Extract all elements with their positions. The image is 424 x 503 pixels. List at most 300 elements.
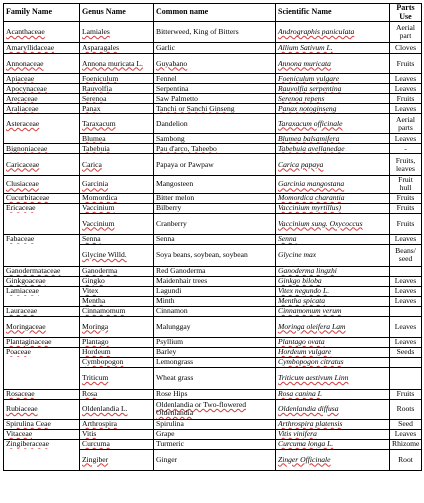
scientific-name-text: Zinger Officinale [278, 454, 331, 464]
scientific-name-text: Moringa oleifera Lam [278, 321, 346, 331]
parts-used-text: Root [398, 454, 413, 464]
parts-used-cell [390, 134, 422, 144]
scientific-name-text: Tabebuia avellanedae [278, 143, 345, 153]
genus-text: Zingiber [82, 454, 109, 464]
genus-cell [80, 43, 154, 54]
common-name-text: Psyllium [156, 337, 184, 347]
genus-text: Taraxacum [82, 118, 116, 128]
table-row [4, 43, 422, 54]
parts-used-cell [390, 337, 422, 347]
genus-text: Senna [82, 234, 101, 244]
common-name-cell [154, 134, 276, 144]
genus-cell [80, 276, 154, 286]
scientific-name-cell [276, 439, 390, 449]
scientific-name-text: Momordica charantia [278, 193, 345, 203]
genus-cell [80, 389, 154, 399]
family-text: Ericaceae [6, 203, 36, 213]
table-row [4, 419, 422, 429]
scientific-name-cell [276, 134, 390, 144]
table-row [4, 94, 422, 104]
common-name-text: Fennel [156, 73, 177, 83]
table-row [4, 144, 422, 154]
common-name-text: Barley [156, 347, 177, 357]
genus-text: Moringa [82, 321, 109, 331]
parts-used-cell [390, 244, 422, 266]
family-cell [4, 306, 80, 316]
scientific-name-text: Allium Sativum L. [278, 43, 333, 53]
genus-cell [80, 419, 154, 429]
family-text: Plantaginaceae [6, 337, 52, 347]
scientific-name-cell [276, 347, 390, 357]
family-text: Apocynaceae [6, 83, 47, 93]
parts-used-text: Leaves [394, 286, 417, 296]
genus-cell [80, 213, 154, 234]
genus-text: Vaccinium [82, 218, 115, 228]
genus-cell [80, 429, 154, 439]
parts-used-cell [390, 54, 422, 74]
common-name-text: Rose Hips [156, 389, 188, 399]
common-name-text: Oldenlandia or Two-flowered Oldenlandia [156, 399, 247, 418]
scientific-name-cell [276, 419, 390, 429]
common-name-text: Sambong [156, 133, 185, 143]
common-name-cell [154, 429, 276, 439]
common-name-cell [154, 449, 276, 470]
parts-used-cell [390, 144, 422, 154]
genus-text: Asparagales [82, 43, 120, 53]
parts-used-cell [390, 306, 422, 316]
family-text: Asteraceae [6, 118, 40, 128]
scientific-name-text: Annona muricata [278, 58, 331, 68]
genus-cell [80, 439, 154, 449]
genus-cell [80, 399, 154, 419]
family-cell [4, 439, 80, 449]
header-parts: Parts Use [390, 4, 422, 22]
scientific-name-text: Rosa canina L [278, 389, 322, 399]
genus-cell [80, 266, 154, 276]
family-cell [4, 104, 80, 114]
family-cell [4, 234, 80, 244]
genus-cell [80, 114, 154, 134]
common-name-text: Cranberry [156, 218, 187, 228]
family-cell [4, 337, 80, 347]
genus-text: Gingko [82, 276, 105, 286]
family-text: Ganodermataceae [6, 266, 61, 276]
table-row [4, 244, 422, 266]
scientific-name-text: Senna [278, 234, 297, 244]
common-name-text: Guyabano [156, 58, 188, 68]
genus-text: Oldenlandia L. [82, 404, 128, 414]
parts-used-text: Leaves [394, 429, 417, 439]
parts-used-cell [390, 22, 422, 43]
parts-used-cell [390, 104, 422, 114]
table-row [4, 316, 422, 337]
family-cell [4, 94, 80, 104]
family-text: Araliaceae [6, 103, 39, 113]
table-row [4, 439, 422, 449]
family-cell [4, 193, 80, 203]
table-row [4, 357, 422, 367]
common-name-cell [154, 367, 276, 389]
parts-used-text: Rhizome [392, 439, 420, 449]
family-cell [4, 367, 80, 389]
scientific-name-cell [276, 203, 390, 213]
common-name-cell [154, 193, 276, 203]
table-row [4, 337, 422, 347]
parts-used-cell [390, 193, 422, 203]
scientific-name-text: Ginkgo biloba [278, 276, 322, 286]
genus-cell [80, 337, 154, 347]
scientific-name-text: Foeniculum vulgare [278, 73, 340, 83]
scientific-name-cell [276, 54, 390, 74]
family-cell [4, 244, 80, 266]
scientific-name-text: Andrographis paniculata [278, 27, 355, 37]
family-text: Apiaceae [6, 73, 35, 83]
parts-used-cell [390, 84, 422, 94]
parts-used-text: Leaves [394, 321, 417, 331]
common-name-text: Wheat grass [156, 373, 194, 383]
header-common: Common name [154, 4, 276, 22]
scientific-name-cell [276, 114, 390, 134]
common-name-cell [154, 337, 276, 347]
genus-text: Cinnamomum [82, 306, 126, 316]
scientific-name-cell [276, 399, 390, 419]
scientific-name-text: Panax notoginseng [278, 103, 337, 113]
common-name-cell [154, 176, 276, 193]
family-cell [4, 43, 80, 54]
genus-text: Vitis [82, 429, 97, 439]
common-name-text: Lagundi [156, 286, 182, 296]
genus-text: Rauvolfia [82, 83, 112, 93]
scientific-name-cell [276, 429, 390, 439]
table-row [4, 74, 422, 84]
table-row [4, 213, 422, 234]
parts-used-text: Roots [396, 404, 415, 414]
table-row [4, 389, 422, 399]
genus-text: Arthrospira [82, 419, 118, 429]
parts-used-text: Leaves [394, 83, 417, 93]
parts-used-cell [390, 266, 422, 276]
table-row [4, 276, 422, 286]
family-cell [4, 449, 80, 470]
genus-cell [80, 296, 154, 306]
family-cell [4, 213, 80, 234]
common-name-text: Bilberry [156, 203, 182, 213]
parts-used-text: Leaves [394, 337, 417, 347]
parts-used-cell [390, 316, 422, 337]
scientific-name-cell [276, 154, 390, 176]
scientific-name-text: Cymbopogon citratus [278, 357, 344, 367]
scientific-name-cell [276, 389, 390, 399]
table-row [4, 367, 422, 389]
common-name-cell [154, 84, 276, 94]
scientific-name-cell [276, 296, 390, 306]
common-name-text: Red Ganoderma [156, 266, 206, 276]
table-row [4, 176, 422, 193]
parts-used-cell [390, 389, 422, 399]
common-name-cell [154, 296, 276, 306]
parts-used-text: Fruits [396, 203, 415, 213]
parts-used-cell [390, 399, 422, 419]
genus-text: Garcinia [82, 179, 109, 189]
table-body [4, 22, 422, 470]
genus-cell [80, 74, 154, 84]
parts-used-text: Fruits [396, 93, 415, 103]
family-cell [4, 429, 80, 439]
family-text: Zingiberaceae [6, 439, 50, 449]
table-row [4, 84, 422, 94]
family-text: Amaryllidaceae [6, 43, 55, 53]
family-text: Lamiaceae [6, 286, 39, 296]
genus-text: Carica [82, 159, 102, 169]
scientific-name-text: Cinnamomum verum [278, 306, 342, 316]
parts-used-cell [390, 419, 422, 429]
common-name-text: Turmeric [156, 439, 184, 449]
family-cell [4, 22, 80, 43]
parts-used-text: Aerial part [396, 23, 415, 41]
genus-text: Curcuma [82, 439, 110, 449]
scientific-name-cell [276, 144, 390, 154]
common-name-cell [154, 74, 276, 84]
parts-used-text: Fruits [396, 58, 415, 68]
genus-cell [80, 203, 154, 213]
family-text: Spirulina Ceae [6, 419, 51, 429]
common-name-cell [154, 357, 276, 367]
scientific-name-cell [276, 306, 390, 316]
parts-used-cell [390, 357, 422, 367]
family-cell [4, 419, 80, 429]
scientific-name-text: Taraxacum officinale [278, 118, 343, 128]
table-row [4, 306, 422, 316]
family-text: Annonaceae [6, 58, 44, 68]
parts-used-text: Leaves [394, 234, 417, 244]
genus-text: Cymbopogon [82, 357, 124, 367]
scientific-name-cell [276, 367, 390, 389]
common-name-text: Grape [156, 429, 175, 439]
scientific-name-text: Hordeum vulgare [278, 347, 332, 357]
genus-cell [80, 104, 154, 114]
table-row [4, 134, 422, 144]
parts-used-cell [390, 114, 422, 134]
family-cell [4, 74, 80, 84]
scientific-name-cell [276, 74, 390, 84]
family-cell [4, 203, 80, 213]
parts-used-text: Cloves [394, 43, 417, 53]
table-row [4, 286, 422, 296]
family-cell [4, 144, 80, 154]
table-row [4, 449, 422, 470]
genus-cell [80, 134, 154, 144]
common-name-text: Lemongrass [156, 357, 194, 367]
scientific-name-cell [276, 357, 390, 367]
common-name-text: Bitter melon [156, 193, 195, 203]
parts-used-text: - [404, 143, 407, 153]
common-name-cell [154, 419, 276, 429]
family-cell [4, 114, 80, 134]
genus-text: Mentha [82, 296, 106, 306]
table-row [4, 203, 422, 213]
common-name-cell [154, 439, 276, 449]
table-row [4, 429, 422, 439]
table-row [4, 104, 422, 114]
parts-used-text: Fruits [396, 193, 415, 203]
family-cell [4, 266, 80, 276]
genus-text: Glycine Willd. [82, 250, 127, 260]
common-name-text: Spirulina [156, 419, 184, 429]
parts-used-cell [390, 74, 422, 84]
common-name-cell [154, 389, 276, 399]
parts-used-cell [390, 449, 422, 470]
scientific-name-text: Plantago ovata [278, 337, 325, 347]
scientific-name-text: Carica papaya [278, 159, 324, 169]
scientific-name-cell [276, 84, 390, 94]
common-name-text: Ginger [156, 454, 178, 464]
parts-used-cell [390, 347, 422, 357]
family-text: Acanthaceae [6, 27, 45, 37]
header-row [4, 4, 422, 22]
table-row [4, 296, 422, 306]
family-text: Cucurbitaceae [6, 193, 50, 203]
parts-used-text: Fruits [396, 218, 415, 228]
common-name-cell [154, 203, 276, 213]
genus-text: Hordeum [82, 347, 111, 357]
family-text: Bignoniaceae [6, 143, 48, 153]
scientific-name-cell [276, 176, 390, 193]
family-cell [4, 134, 80, 144]
parts-used-cell [390, 439, 422, 449]
table-row [4, 234, 422, 244]
common-name-cell [154, 104, 276, 114]
common-name-text: Saw Palmetto [156, 93, 198, 103]
scientific-name-text: Curcuma longa L. [278, 439, 334, 449]
scientific-name-cell [276, 449, 390, 470]
genus-cell [80, 22, 154, 43]
scientific-name-text: Mentha spicata [278, 296, 326, 306]
common-name-cell [154, 399, 276, 419]
parts-used-cell [390, 176, 422, 193]
common-name-text: Papaya or Pawpaw [156, 159, 214, 169]
family-cell [4, 276, 80, 286]
parts-used-cell [390, 286, 422, 296]
common-name-cell [154, 306, 276, 316]
table-row [4, 114, 422, 134]
parts-used-text: Fruits [396, 389, 415, 399]
family-text: Vitaceae [6, 429, 33, 439]
scientific-name-cell [276, 234, 390, 244]
scientific-name-text: Triticum aestivum Linn [278, 373, 349, 383]
parts-used-cell [390, 234, 422, 244]
common-name-cell [154, 22, 276, 43]
common-name-text: Cinnamon [156, 306, 188, 316]
genus-text: Ganoderma [82, 266, 118, 276]
common-name-cell [154, 244, 276, 266]
common-name-text: Malunggay [156, 321, 191, 331]
genus-text: Tabebuia [82, 143, 110, 153]
scientific-name-text: Serenoa repens [278, 93, 325, 103]
common-name-cell [154, 144, 276, 154]
family-text: Rosaceae [6, 389, 35, 399]
common-name-cell [154, 276, 276, 286]
scientific-name-text: Vaccinium sung. Oxycoccus [278, 218, 363, 228]
family-text: Arecaceae [6, 93, 38, 103]
scientific-name-cell [276, 22, 390, 43]
header-scientific: Scientific Name [276, 4, 390, 22]
parts-used-text: Seeds [396, 347, 415, 357]
common-name-cell [154, 347, 276, 357]
common-name-text: Senna [156, 234, 175, 244]
family-text: Lauraceae [6, 306, 38, 316]
family-text: Caricaceae [6, 159, 40, 169]
common-name-text: Soya beans, soybean, soybean [156, 250, 248, 260]
scientific-name-text: Ganoderma lingzhi [278, 266, 337, 276]
genus-text: Vaccinium [82, 203, 115, 213]
family-text: Rubiaceae [6, 404, 38, 414]
parts-used-text: Leaves [394, 133, 417, 143]
parts-used-text: Leaves [394, 296, 417, 306]
scientific-name-text: Garcinia mangostana [278, 179, 345, 189]
scientific-name-text: Blumea balsamifera [278, 133, 340, 143]
common-name-text: Tanchi or Sanchi Ginseng [156, 103, 235, 113]
family-cell [4, 286, 80, 296]
parts-used-text: Leaves [394, 73, 417, 83]
scientific-name-cell [276, 316, 390, 337]
common-name-text: Bitterweed, King of Bitters [156, 27, 239, 37]
scientific-name-text: Vaccinium myrtillus) [278, 203, 342, 213]
table-row [4, 154, 422, 176]
parts-used-cell [390, 429, 422, 439]
genus-text: Triticum [82, 373, 109, 383]
scientific-name-cell [276, 94, 390, 104]
scientific-name-text: Vitex negundo L. [278, 286, 330, 296]
family-cell [4, 176, 80, 193]
genus-cell [80, 316, 154, 337]
common-name-cell [154, 286, 276, 296]
table-row [4, 266, 422, 276]
parts-used-cell [390, 213, 422, 234]
genus-cell [80, 154, 154, 176]
family-text: Poaceae [6, 347, 31, 357]
parts-used-cell [390, 154, 422, 176]
family-text: Moringaceae [6, 321, 46, 331]
family-cell [4, 389, 80, 399]
family-cell [4, 347, 80, 357]
parts-used-text: Beans/ seed [395, 245, 416, 264]
family-text: Clusiaceae [6, 179, 39, 189]
common-name-cell [154, 43, 276, 54]
parts-used-text: Leaves [394, 276, 417, 286]
scientific-name-text: Vitis vinifera [278, 429, 317, 439]
genus-text: Blumea [82, 133, 106, 143]
scientific-name-cell [276, 244, 390, 266]
genus-cell [80, 193, 154, 203]
scientific-name-cell [276, 213, 390, 234]
genus-cell [80, 84, 154, 94]
common-name-cell [154, 114, 276, 134]
parts-used-cell [390, 203, 422, 213]
common-name-text: Pau d'arco, Taheebo [156, 143, 217, 153]
genus-cell [80, 367, 154, 389]
scientific-name-cell [276, 266, 390, 276]
genus-text: Vitex [82, 286, 99, 296]
genus-text: Momordica [82, 193, 118, 203]
genus-text: Rosa [82, 389, 98, 399]
genus-cell [80, 286, 154, 296]
common-name-text: Maidenhair trees [156, 276, 208, 286]
common-name-text: Minth [156, 296, 175, 306]
genus-text: Annona muricata L. [82, 58, 143, 68]
parts-used-text: Seed [398, 419, 413, 429]
genus-cell [80, 244, 154, 266]
scientific-name-text: Rauvolfia serpentina [278, 83, 342, 93]
